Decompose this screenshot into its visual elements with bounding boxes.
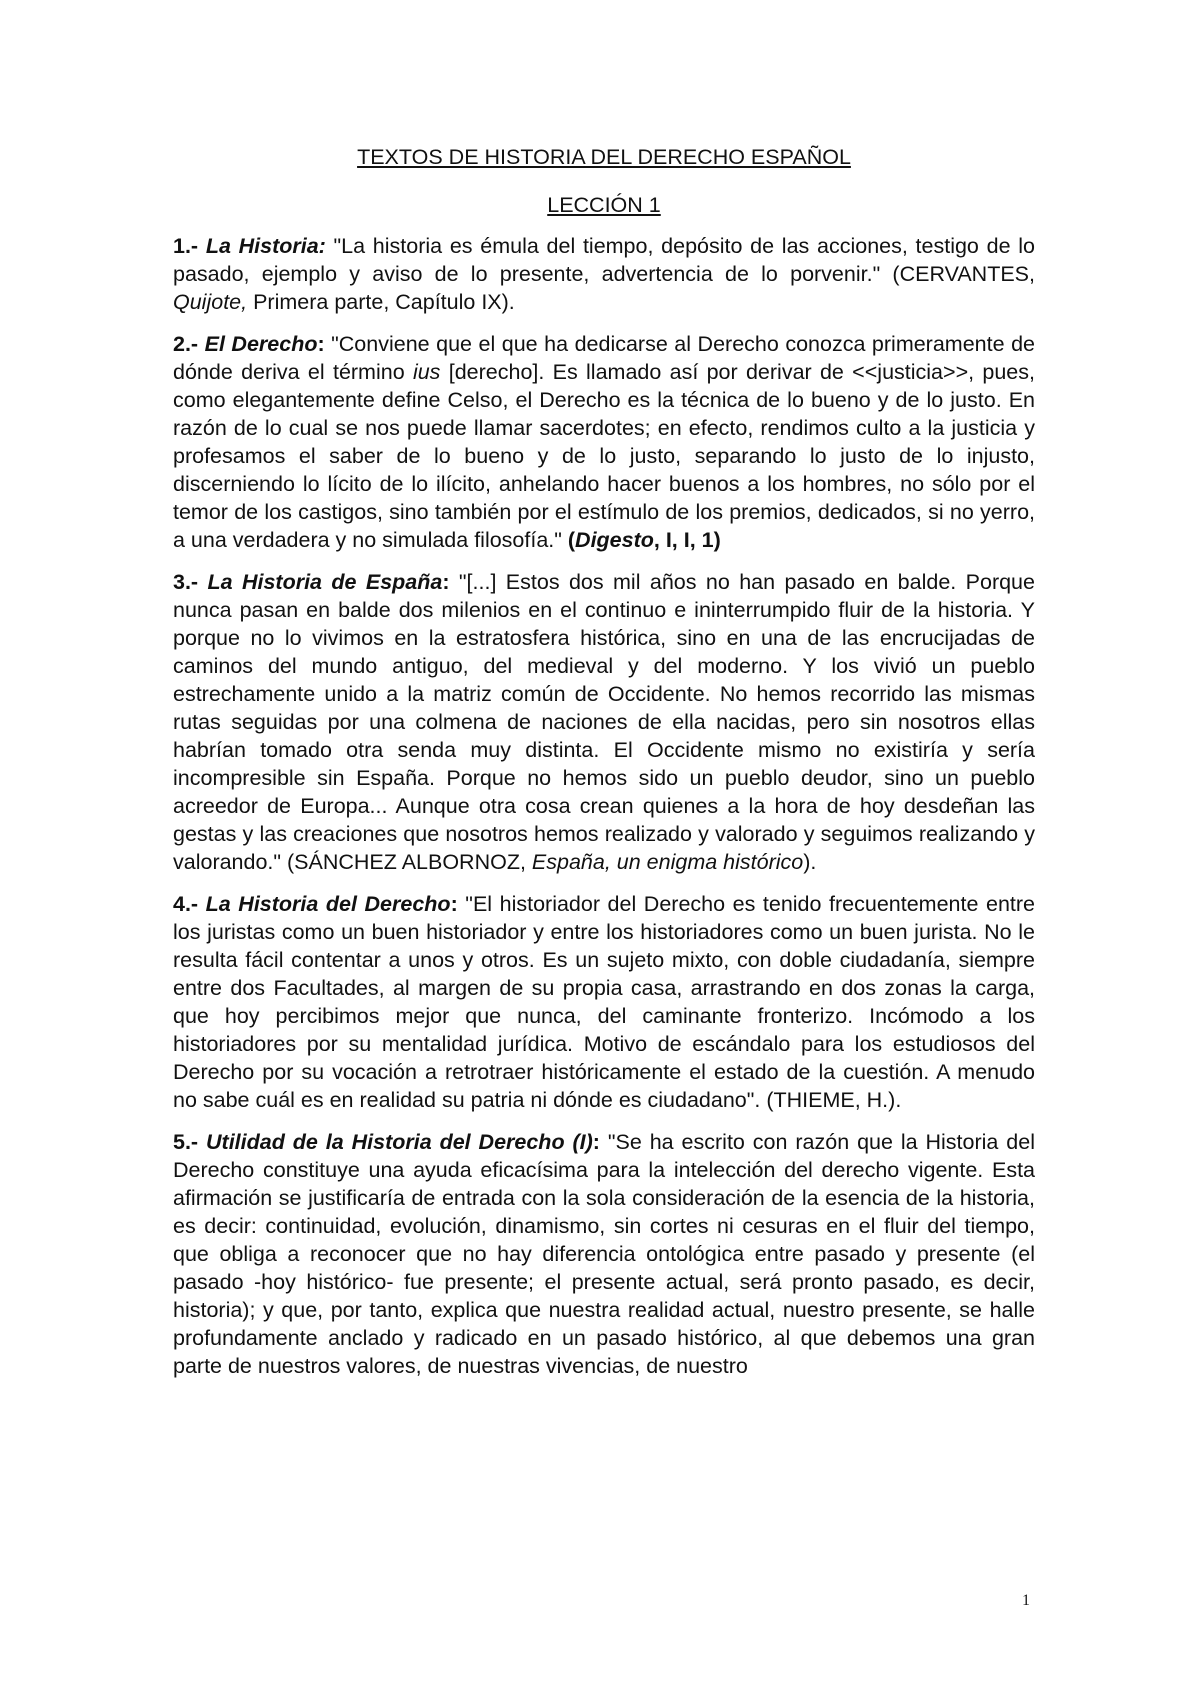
- citation-rest: , I, I, 1): [653, 528, 721, 552]
- paragraph-1: [173, 232, 1035, 316]
- paragraph-2: [173, 330, 1035, 554]
- paragraph-heading: La Historia del Derecho: [205, 892, 451, 916]
- cited-work: España, un enigma histórico: [531, 850, 804, 874]
- heading-colon: :: [592, 1130, 600, 1154]
- cited-work: Quijote,: [173, 290, 248, 314]
- paragraph-number: 2.-: [173, 332, 199, 356]
- paragraph-text: "[...] Estos dos mil años no han pasado en balde. Porque nunca pasan en balde dos milenios en el continuo e ininterrumpido fluir de la historia. Y porque no lo vivimos en la estratosfera histórica, sino en una de las encrucijadas de caminos del mundo antiguo, del medieval y del moderno. Y los vivió un pueblo estrechamente unido a la matriz común de Occidente. No hemos recorrido las mismas rutas seguidas por una colmena de naciones de ella nacidas, pero sin nosotros ellas habrían tomado otra senda muy distinta. El Occidente mismo no existiría y sería incompresible sin España. Porque no hemos sido un pueblo deudor, sino un pueblo acreedor de Europa... Aunque otra cosa crean quienes a la hora de hoy desdeñan las gestas y las creaciones que nosotros hemos realizado y valorado y seguimos realizando y valorando." (SÁNCHEZ ALBORNOZ,: [173, 570, 1035, 874]
- paragraph-heading: La Historia de España: [207, 570, 443, 594]
- paragraph-3: [173, 568, 1035, 876]
- paragraph-text-tail: Primera parte, Capítulo IX).: [247, 290, 515, 314]
- latin-term: ius: [412, 360, 441, 384]
- citation-open: (: [567, 528, 576, 552]
- paragraph-text: "Conviene que el que ha dedicarse al Derecho conozca primeramente de dónde deriva el término: [173, 332, 1035, 384]
- heading-colon: :: [317, 332, 325, 356]
- lesson-heading: LECCIÓN 1: [547, 193, 661, 217]
- paragraph-heading: El Derecho: [204, 332, 318, 356]
- page-number: 1: [1022, 1592, 1030, 1609]
- paragraph-number: 1.-: [173, 234, 199, 258]
- paragraph-number: 5.-: [173, 1130, 199, 1154]
- cited-work: Digesto: [575, 528, 654, 552]
- paragraph-text-continued: [derecho]. Es llamado así por derivar de <<justicia>>, pues, como elegantemente define Celso, el Derecho es la técnica de lo bueno y de lo justo. En razón de lo cual se nos puede llamar sacerdotes; en efecto, rendimos culto a la justicia y profesamos el saber de lo bueno y de lo justo, separando lo justo de lo injusto, discerniendo lo lícito de lo ilícito, anhelando hacer buenos a los hombres, no sólo por el temor de los castigos, sino también por el estímulo de los premios, dedicados, si no yerro, a una verdadera y no simulada filosofía.": [173, 360, 1035, 552]
- paragraph-text: "El historiador del Derecho es tenido frecuentemente entre los juristas como un buen historiador y entre los historiadores como un buen jurista. No le resulta fácil contentar a unos y otros. Es un sujeto mixto, con doble ciudadanía, siempre entre dos Facultades, al margen de su propia casa, arrastrando en dos zonas la carga, que hoy percibimos mejor que nunca, del caminante fronterizo. Incómodo a los historiadores por su mentalidad jurídica. Motivo de escándalo para los estudiosos del Derecho por su vocación a retrotraer históricamente el estado de la cuestión. A menudo no sabe cuál es en realidad su patria ni dónde es ciudadano". (THIEME, H.).: [173, 892, 1035, 1112]
- heading-colon: :: [442, 570, 450, 594]
- paragraph-text: "Se ha escrito con razón que la Historia del Derecho constituye una ayuda eficacísima para la intelección del derecho vigente. Esta afirmación se justificaría de entrada con la sola consideración de la esencia de la historia, es decir: continuidad, evolución, dinamismo, sin cortes ni cesuras en el fluir del tiempo, que obliga a reconocer que no hay diferencia ontológica entre pasado y presente (el pasado -hoy histórico- fue presente; el presente actual, será pronto pasado, es decir, historia); y que, por tanto, explica que nuestra realidad actual, nuestro presente, se halle profundamente anclado y radicado en un pasado histórico, al que debemos una gran parte de nuestros valores, de nuestras vivencias, de nuestro: [173, 1130, 1035, 1378]
- paragraph-text-tail: ).: [803, 850, 817, 874]
- document-title: TEXTOS DE HISTORIA DEL DERECHO ESPAÑOL: [357, 145, 851, 169]
- paragraph-heading: Utilidad de la Historia del Derecho (I): [206, 1130, 593, 1154]
- heading-colon: :: [450, 892, 458, 916]
- paragraph-number: 4.-: [173, 892, 199, 916]
- paragraph-text: "La historia es émula del tiempo, depósito de las acciones, testigo de lo pasado, ejemplo y aviso de lo presente, advertencia de lo porvenir." (CERVANTES,: [173, 234, 1035, 286]
- paragraph-heading: La Historia:: [205, 234, 326, 258]
- page-content: [173, 142, 1035, 1380]
- paragraph-5: [173, 1128, 1035, 1380]
- paragraph-4: [173, 890, 1035, 1114]
- paragraph-number: 3.-: [173, 570, 199, 594]
